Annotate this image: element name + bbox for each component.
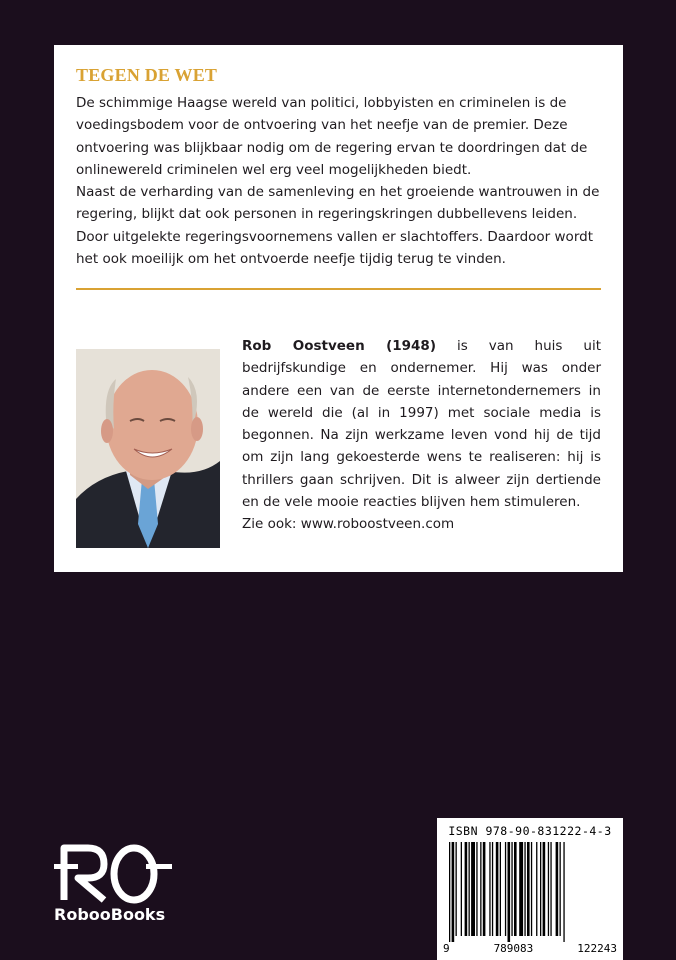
barcode-bar — [543, 842, 546, 936]
barcode-bar — [527, 842, 530, 936]
barcode-bar — [519, 842, 523, 936]
barcode-bar — [449, 842, 450, 942]
author-bio-text: is van huis uit bedrijfskundige en ondernemer. Hij was onder andere een van de eerste internetondernemers in de wereld die (al in 1997) met sociale media is begonnen. Na zijn werkzame leven vond hij de tijd om zijn lang gekoesterde wens te realiseren: hij is thrillers gaan schrijven. Dit is alweer zijn dertiende en de vele mooie reacties blijven hem stimuleren. — [242, 338, 601, 511]
author-name: Rob Oostveen (1948) — [242, 338, 436, 354]
isbn-barcode — [437, 818, 623, 960]
barcode-bar — [456, 842, 457, 936]
blurb-paragraph-2: Naast de verharding van de samenleving en het groeiende wantrouwen in de regering, blijkt dat ook personen in regeringskringen dubbellevens leiden. Door uitgelekte regeringsvoornemens vallen er slachtoffers. Daardoor wordt het ook moeilijk om het ontvoerde neefje tijdig terug te vinden. — [76, 184, 600, 268]
barcode-bar — [505, 842, 506, 936]
book-title: TEGEN DE WET — [76, 65, 218, 85]
blurb-paragraph-1: De schimmige Haagse wereld van politici, lobbyisten en criminelen is de voedingsbodem voor de ontvoering van het neefje van de premier. Deze ontvoering was blijkbaar nodig om de regering ervan te doordringen dat de onlinewereld criminelen wel erg veel mogelijkheden biedt. — [76, 95, 588, 178]
barcode-bar — [492, 842, 493, 936]
barcode-bar — [500, 842, 501, 936]
barcode-bar — [556, 842, 559, 936]
barcode-bar — [508, 842, 511, 942]
publisher-name: RobooBooks — [54, 905, 166, 924]
barcode-bar — [452, 842, 455, 942]
barcode-bar — [483, 842, 486, 936]
barcode-bar — [560, 842, 561, 936]
barcode-bar — [489, 842, 490, 936]
barcode-digits — [443, 942, 617, 955]
author-website: Zie ook: www.roboostveen.com — [242, 516, 455, 533]
barcode-bar — [550, 842, 551, 936]
barcode-bars — [447, 842, 613, 942]
barcode-bar — [540, 842, 541, 936]
barcode-digits-group-2: 122243 — [577, 942, 617, 955]
barcode-bar — [563, 842, 564, 942]
blurb-text — [76, 92, 601, 270]
divider-line — [76, 288, 601, 290]
author-bio — [242, 335, 601, 536]
barcode-digit-first: 9 — [443, 942, 450, 955]
barcode-bar — [511, 842, 512, 936]
barcode-bar — [514, 842, 517, 936]
author-photo — [76, 349, 220, 548]
barcode-bar — [476, 842, 477, 936]
isbn-label: ISBN 978-90-831222-4-3 — [448, 824, 612, 838]
barcode-bar — [480, 842, 481, 936]
barcode-bar — [548, 842, 549, 936]
barcode-bar — [496, 842, 499, 936]
barcode-bar — [536, 842, 537, 936]
barcode-digits-group-1: 789083 — [493, 942, 534, 955]
barcode-bar — [461, 842, 462, 936]
barcode-bar — [531, 842, 532, 936]
barcode-bar — [524, 842, 525, 936]
barcode-bar — [469, 842, 470, 936]
barcode-bar — [465, 842, 468, 936]
back-cover-panel — [54, 45, 623, 572]
barcode-bar — [471, 842, 475, 936]
